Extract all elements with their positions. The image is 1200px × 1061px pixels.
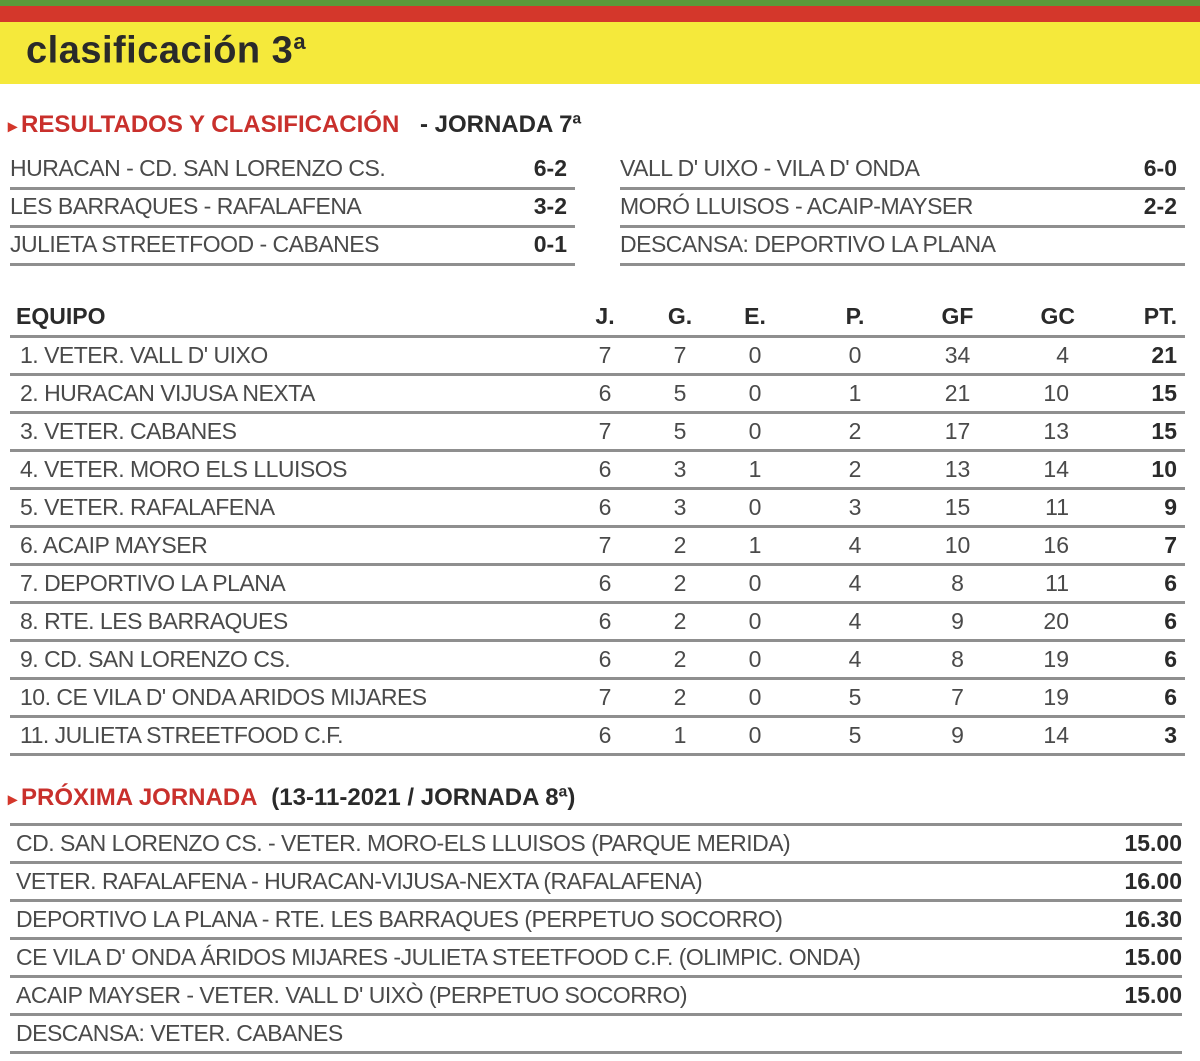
cell-e: 0 <box>720 603 790 641</box>
cell-e: 0 <box>720 413 790 451</box>
page-title <box>26 29 306 73</box>
cell-j: 7 <box>570 337 640 375</box>
cell-gf: 34 <box>920 337 995 375</box>
triangle-bullet-icon: ▸ <box>8 116 18 136</box>
cell-gc: 19 <box>995 679 1105 717</box>
cell-g: 2 <box>640 641 720 679</box>
cell-e: 0 <box>720 679 790 717</box>
result-row <box>10 150 575 190</box>
cell-gc: 11 <box>995 489 1105 527</box>
cell-g: 2 <box>640 603 720 641</box>
cell-j: 6 <box>570 603 640 641</box>
cell-p: 4 <box>790 641 920 679</box>
table-row <box>10 413 1185 451</box>
cell-p: 2 <box>790 413 920 451</box>
cell-team: 9. CD. SAN LORENZO CS. <box>10 641 570 679</box>
table-row <box>10 489 1185 527</box>
cell-gf: 13 <box>920 451 995 489</box>
cell-e: 0 <box>720 337 790 375</box>
next-section-title <box>8 784 575 812</box>
next-jornada: (13-11-2021 / JORNADA 8ª) <box>271 784 576 811</box>
table-row <box>10 717 1185 755</box>
results-section-title <box>8 111 581 139</box>
cell-team: 8. RTE. LES BARRAQUES <box>10 603 570 641</box>
cell-g: 2 <box>640 565 720 603</box>
cell-j: 6 <box>570 451 640 489</box>
table-row <box>10 603 1185 641</box>
cell-j: 6 <box>570 717 640 755</box>
cell-gc: 4 <box>995 337 1105 375</box>
cell-team: 1. VETER. VALL D' UIXO <box>10 337 570 375</box>
cell-pt: 6 <box>1105 641 1185 679</box>
header-g: G. <box>640 298 720 337</box>
result-teams: HURACAN - CD. SAN LORENZO CS. <box>10 155 386 181</box>
fixture-row <box>10 1016 1182 1054</box>
cell-team: 10. CE VILA D' ONDA ARIDOS MIJARES <box>10 679 570 717</box>
cell-e: 0 <box>720 641 790 679</box>
cell-team: 6. ACAIP MAYSER <box>10 527 570 565</box>
table-row <box>10 337 1185 375</box>
cell-p: 4 <box>790 565 920 603</box>
cell-gc: 16 <box>995 527 1105 565</box>
cell-g: 3 <box>640 451 720 489</box>
cell-team: 2. HURACAN VIJUSA NEXTA <box>10 375 570 413</box>
cell-pt: 21 <box>1105 337 1185 375</box>
header-pt: PT. <box>1105 298 1185 337</box>
cell-e: 1 <box>720 527 790 565</box>
result-row <box>10 226 575 266</box>
result-score: 6-0 <box>1143 155 1177 181</box>
cell-gf: 8 <box>920 565 995 603</box>
cell-e: 0 <box>720 565 790 603</box>
cell-pt: 10 <box>1105 451 1185 489</box>
result-score: 3-2 <box>533 193 567 219</box>
cell-g: 5 <box>640 413 720 451</box>
header-gf: GF <box>920 298 995 337</box>
cell-pt: 9 <box>1105 489 1185 527</box>
cell-g: 5 <box>640 375 720 413</box>
cell-g: 2 <box>640 679 720 717</box>
cell-gf: 8 <box>920 641 995 679</box>
cell-g: 2 <box>640 527 720 565</box>
cell-gf: 17 <box>920 413 995 451</box>
cell-gf: 21 <box>920 375 995 413</box>
result-teams: JULIETA STREETFOOD - CABANES <box>10 231 379 257</box>
cell-j: 6 <box>570 565 640 603</box>
cell-gc: 19 <box>995 641 1105 679</box>
standings-table <box>10 298 1185 756</box>
cell-team: 7. DEPORTIVO LA PLANA <box>10 565 570 603</box>
results-jornada: - JORNADA 7ª <box>419 111 582 138</box>
result-row <box>10 188 575 228</box>
result-teams: VALL D' UIXO - VILA D' ONDA <box>620 155 920 181</box>
cell-p: 5 <box>790 717 920 755</box>
cell-gc: 10 <box>995 375 1105 413</box>
result-teams: LES BARRAQUES - RAFALAFENA <box>10 193 362 219</box>
cell-e: 1 <box>720 451 790 489</box>
cell-j: 6 <box>570 489 640 527</box>
cell-gc: 14 <box>995 451 1105 489</box>
table-row <box>10 375 1185 413</box>
cell-team: 5. VETER. RAFALAFENA <box>10 489 570 527</box>
cell-p: 1 <box>790 375 920 413</box>
cell-pt: 7 <box>1105 527 1185 565</box>
header-j: J. <box>570 298 640 337</box>
cell-gf: 10 <box>920 527 995 565</box>
cell-pt: 15 <box>1105 413 1185 451</box>
table-row <box>10 451 1185 489</box>
cell-gc: 11 <box>995 565 1105 603</box>
cell-gf: 9 <box>920 603 995 641</box>
cell-e: 0 <box>720 375 790 413</box>
cell-j: 6 <box>570 641 640 679</box>
cell-j: 7 <box>570 527 640 565</box>
cell-p: 4 <box>790 603 920 641</box>
fixture-time: 15.00 <box>1124 944 1182 970</box>
triangle-bullet-icon: ▸ <box>8 789 18 809</box>
cell-g: 7 <box>640 337 720 375</box>
header-gc: GC <box>995 298 1105 337</box>
table-row <box>10 679 1185 717</box>
cell-gf: 7 <box>920 679 995 717</box>
standings-header-row <box>10 298 1185 337</box>
result-score: 6-2 <box>533 155 567 181</box>
cell-p: 0 <box>790 337 920 375</box>
top-stripe-red <box>0 6 1200 22</box>
cell-j: 7 <box>570 679 640 717</box>
cell-p: 3 <box>790 489 920 527</box>
fixture-time: 15.00 <box>1124 830 1182 856</box>
header-team: EQUIPO <box>10 298 570 337</box>
fixture-row <box>10 902 1182 940</box>
cell-team: 11. JULIETA STREETFOOD C.F. <box>10 717 570 755</box>
cell-pt: 15 <box>1105 375 1185 413</box>
fixture-time: 15.00 <box>1124 982 1182 1008</box>
fixture-match: ACAIP MAYSER - VETER. VALL D' UIXÒ (PERPETUO SOCORRO) <box>16 982 688 1008</box>
cell-e: 0 <box>720 489 790 527</box>
table-row <box>10 641 1185 679</box>
header-e: E. <box>720 298 790 337</box>
cell-team: 3. VETER. CABANES <box>10 413 570 451</box>
header-p: P. <box>790 298 920 337</box>
cell-gc: 13 <box>995 413 1105 451</box>
table-row <box>10 565 1185 603</box>
cell-gc: 20 <box>995 603 1105 641</box>
cell-pt: 6 <box>1105 603 1185 641</box>
cell-pt: 6 <box>1105 679 1185 717</box>
fixture-time: 16.00 <box>1124 868 1182 894</box>
fixture-match: DESCANSA: VETER. CABANES <box>16 1020 343 1046</box>
next-title: PRÓXIMA JORNADA <box>21 784 257 811</box>
results-title: RESULTADOS Y CLASIFICACIÓN <box>21 111 400 138</box>
fixture-row <box>10 826 1182 864</box>
cell-j: 6 <box>570 375 640 413</box>
cell-gf: 15 <box>920 489 995 527</box>
fixture-match: DEPORTIVO LA PLANA - RTE. LES BARRAQUES (PERPETUO SOCORRO) <box>16 906 783 932</box>
result-score: 2-2 <box>1143 193 1177 219</box>
cell-pt: 3 <box>1105 717 1185 755</box>
page-title-sup: a <box>293 29 307 54</box>
cell-p: 4 <box>790 527 920 565</box>
fixture-row <box>10 940 1182 978</box>
cell-team: 4. VETER. MORO ELS LLUISOS <box>10 451 570 489</box>
fixture-match: CD. SAN LORENZO CS. - VETER. MORO-ELS LLUISOS (PARQUE MERIDA) <box>16 830 791 856</box>
result-score: 0-1 <box>533 231 567 257</box>
result-row <box>620 226 1185 266</box>
result-row <box>620 150 1185 190</box>
cell-p: 2 <box>790 451 920 489</box>
cell-e: 0 <box>720 717 790 755</box>
fixture-row <box>10 864 1182 902</box>
fixture-time: 16.30 <box>1124 906 1182 932</box>
cell-gf: 9 <box>920 717 995 755</box>
fixture-match: VETER. RAFALAFENA - HURACAN-VIJUSA-NEXTA (RAFALAFENA) <box>16 868 703 894</box>
result-teams: DESCANSA: DEPORTIVO LA PLANA <box>620 231 996 257</box>
cell-pt: 6 <box>1105 565 1185 603</box>
cell-gc: 14 <box>995 717 1105 755</box>
cell-j: 7 <box>570 413 640 451</box>
page-title-text: clasificación 3 <box>26 29 294 72</box>
fixture-row <box>10 978 1182 1016</box>
fixture-match: CE VILA D' ONDA ÁRIDOS MIJARES -JULIETA STEETFOOD C.F. (OLIMPIC. ONDA) <box>16 944 861 970</box>
cell-p: 5 <box>790 679 920 717</box>
cell-g: 1 <box>640 717 720 755</box>
result-row <box>620 188 1185 228</box>
result-teams: MORÓ LLUISOS - ACAIP-MAYSER <box>620 193 973 219</box>
cell-g: 3 <box>640 489 720 527</box>
table-row <box>10 527 1185 565</box>
